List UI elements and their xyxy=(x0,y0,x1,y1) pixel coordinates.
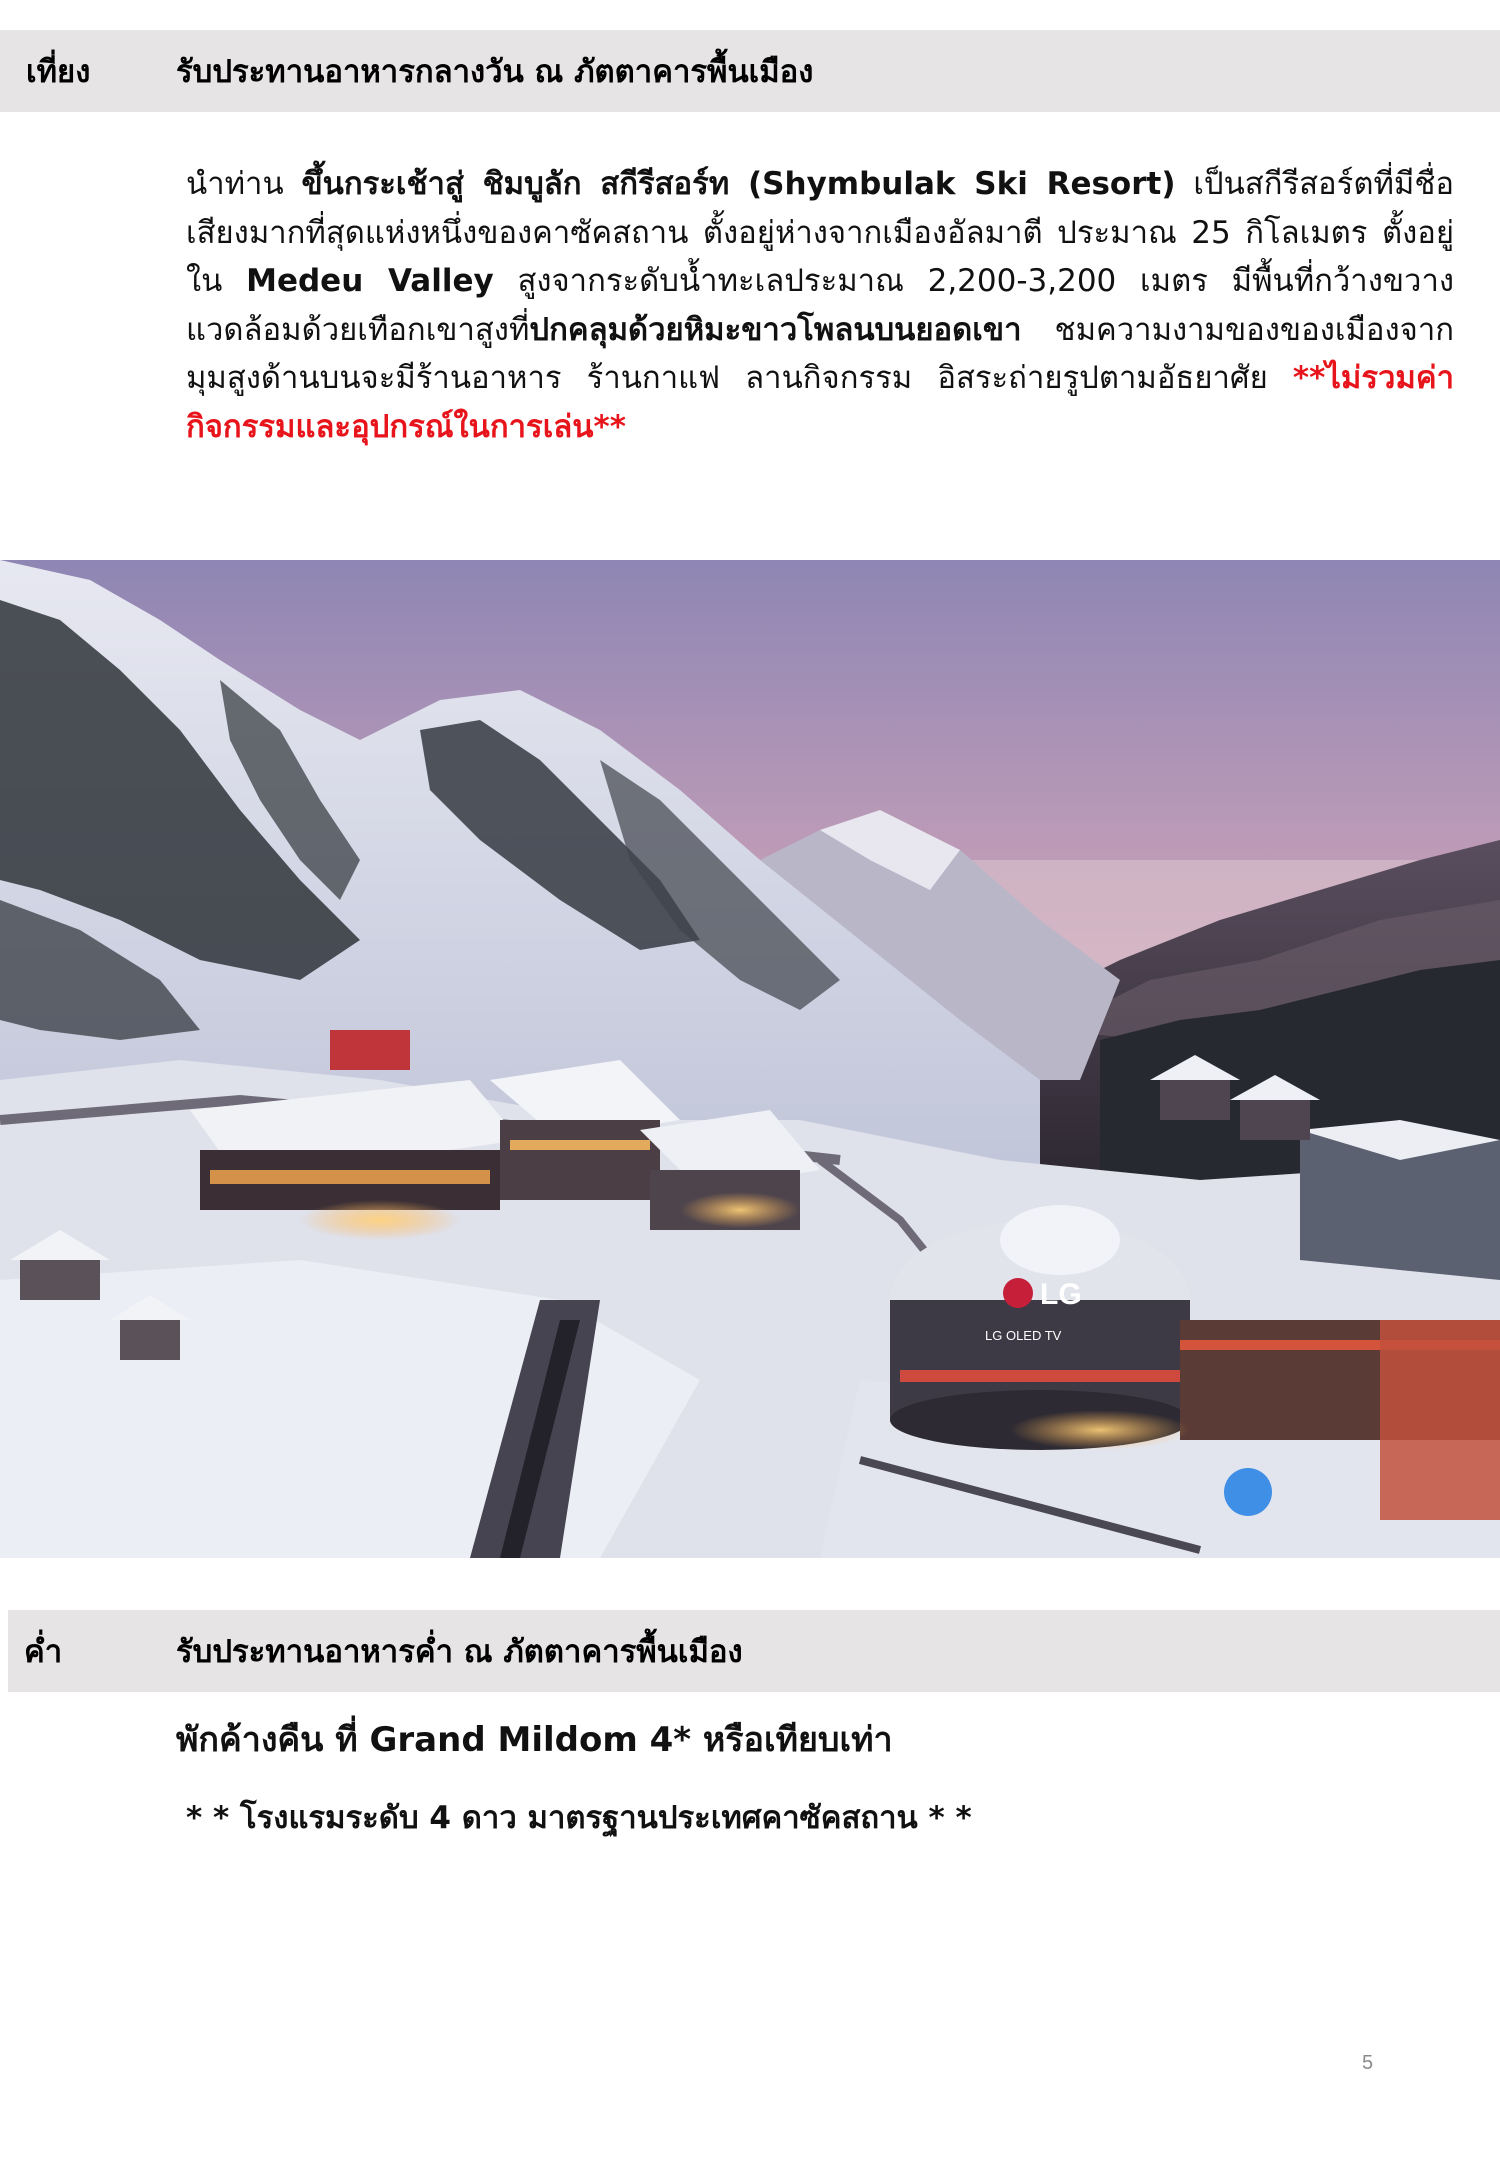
shymbulak-description xyxy=(186,160,1454,451)
desc-text-3: สูงจากระดับน้ำทะเลประมาณ 2,200-3,200 เมตร มีพื้นที่กว้างขวาง แวดล้อมด้วยเทือกเขาสูงที่ xyxy=(186,263,1454,348)
page-number: 5 xyxy=(1362,2052,1374,2074)
lunch-text: รับประทานอาหารกลางวัน ณ ภัตตาคารพื้นเมือง xyxy=(176,54,814,90)
desc-bold-3: ปกคลุมด้วยหิมะขาวโพลนบนยอดเขา xyxy=(529,311,1022,348)
dinner-time-label: ค่ำ xyxy=(24,1634,63,1670)
lg-sign: LG xyxy=(1040,1278,1082,1311)
desc-red-note: **ไม่รวมค่ากิจกรรมและอุปกรณ์ในการเล่น** xyxy=(186,360,1454,445)
dinner-text: รับประทานอาหารค่ำ ณ ภัตตาคารพื้นเมือง xyxy=(176,1634,743,1670)
desc-bold-2: Medeu Valley xyxy=(246,263,494,299)
desc-text-2: เป็นสกีรีสอร์ตที่มีชื่อเสียงมากที่สุดแห่งหนึ่งของคาซัคสถาน ตั้งอยู่ห่างจากเมืองอัลมาตี ประมาณ 25 กิโลเมตร ตั้งอยู่ใน xyxy=(186,166,1454,299)
ski-resort-photo xyxy=(0,560,1500,1558)
lunch-time-label: เที่ยง xyxy=(26,54,91,90)
desc-bold-1: ขึ้นกระเช้าสู่ ชิมบูลัก สกีรีสอร์ท (Shymbulak Ski Resort) xyxy=(301,166,1176,202)
lg-oled-sign: LG OLED TV xyxy=(985,1328,1062,1343)
lunch-bar xyxy=(0,30,1500,112)
dinner-bar xyxy=(8,1610,1500,1692)
hotel-line: พักค้างคืน ที่ Grand Mildom 4* หรือเทียบเท่า xyxy=(176,1720,893,1760)
desc-text-1: นำท่าน xyxy=(186,166,302,202)
desc-text-4: ชมความงามของของเมืองจากมุมสูงด้านบนจะมีร้านอาหาร ร้านกาแฟ ลานกิจกรรม อิสระถ่ายรูปตามอัธยาศัย xyxy=(186,311,1454,396)
hotel-note: * * โรงแรมระดับ 4 ดาว มาตรฐานประเทศคาซัคสถาน * * xyxy=(186,1800,972,1836)
